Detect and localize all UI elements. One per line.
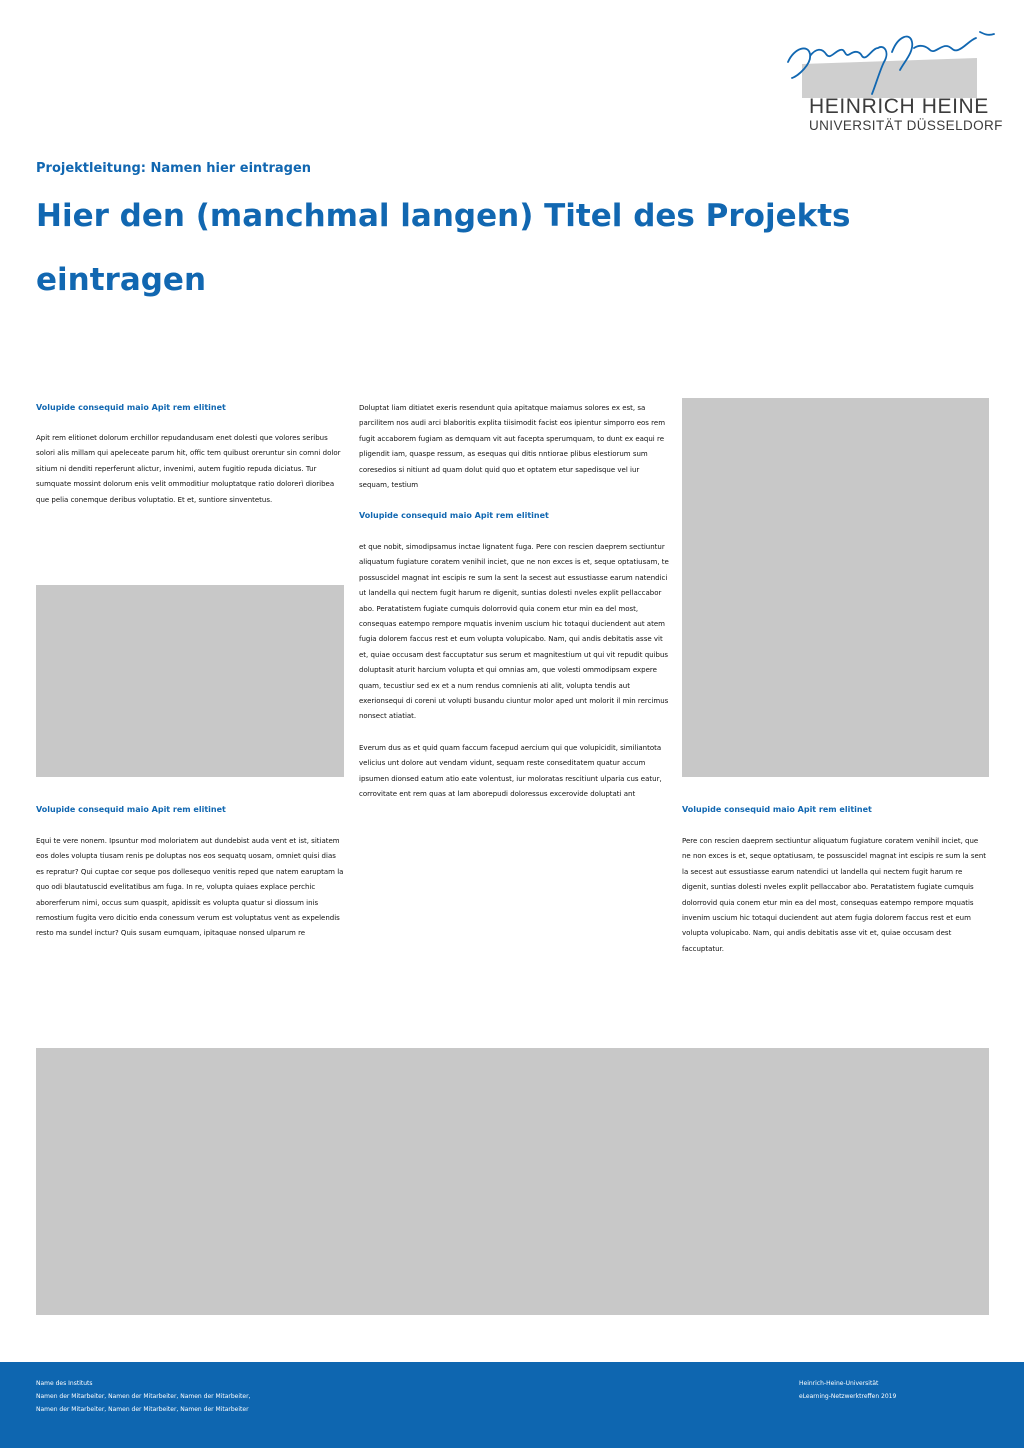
project-lead: Projektleitung: Namen hier eintragen bbox=[36, 161, 312, 176]
paragraph-middle-3: Everum dus as et quid quam faccum facepud aercium qui que volupicidit, similiantota velicius unt dolore aut vendam vidunt, sequam reste conseditatem quatur accum ipsumen dionsed eatum atio eate volentust, iur moloratas rescitiunt ulparia cus eatur, corrovitate ent rem quas at lam aborepudi doloressus excerovide doluptati ant bbox=[359, 744, 662, 799]
image-placeholder-left bbox=[36, 585, 344, 777]
image-placeholder-bottom bbox=[36, 1048, 989, 1315]
paragraph-right: Pere con rescien daeprem sectiuntur aliquatum fugiature coratem venihil inciet, que ne non exces is et, seque optatiusam, te possuscidel magnat int escipis re sum la sent la secest aut essustiasse earum natendici ut landella qui nectem fugit harum re digenit, suntias dolesti nveles explit pellaccabor abo. Peratatistem fugiate cumquis dolorrovid quia conem etur min ea del most, consequas eatempo rempore mquatis invenim uscium hic totaqui duciendent aut atem fugia dolorem faccus rest et eum volupta volupicabo. Nam, qui andis debitatis asse vit et, quiae occusam dest faccuptatur. bbox=[682, 837, 987, 953]
footer-staff-line-1: Namen der Mitarbeiter, Namen der Mitarbeiter, Namen der Mitarbeiter, bbox=[36, 1393, 251, 1400]
logo-subtitle: UNIVERSITÄT DÜSSELDORF bbox=[809, 118, 1003, 133]
section-heading-left-1: Volupide consequid maio Apit rem elitinet bbox=[36, 403, 226, 412]
footer-institute: Name des Instituts bbox=[36, 1380, 93, 1387]
footer bbox=[0, 1362, 1024, 1448]
logo-name: HEINRICH HEINE bbox=[809, 95, 989, 118]
section-heading-left-2: Volupide consequid maio Apit rem elitinet bbox=[36, 805, 226, 814]
paragraph-left-1: Apit rem elitionet dolorum erchillor repudandusam enet dolesti que volores seribus solori alis millam qui apeleceate parum hit, offic tem quibust oreruntur sin comni dolor sitium ni denditi reperferunt alictur, invenimi, autem fugitio repuda diciatus. Tur sumquate mossint dolorum enis velit ommoditiur moluptatque ratio dolorerì dioribea que pelia conemque deribus voluptatio. Et et, suntiore sinventetus. bbox=[36, 434, 341, 504]
university-logo bbox=[780, 18, 1003, 136]
footer-event: eLearning-Netzwerktreffen 2019 bbox=[799, 1393, 897, 1400]
paragraph-middle-2: et que nobit, simodipsamus inctae lignatent fuga. Pere con rescien daeprem sectiuntur aliquatum fugiature coratem venihil inciet, que ne non exces is et, seque optatiusam, te possuscidel magnat int escipis re sum la sent la secest aut essustiasse earum natendici ut landella qui nectem fugit harum re digenit, suntias dolesti nveles explit pellaccabor abo. Peratatistem fugiate cumquis dolorrovid quia conem etur min ea del most, consequas eatempo rempore mquatis invenim uscium hic totaqui duciendent aut atem fugia dolorem faccus rest et eum volupta volupicabo. Nam, qui andis debitatis asse vit et, quiae occusam dest faccuptatur sus serum et magnitestium ut qui vit repudit quibus doluptasit aturit harcium volupta et qui omnias am, que volesti ommodipsam expere quam, tecustiur sed ex et a num rendus comnienis ati alit, volupta tendis aut exerionsequi di coreni ut volupti busandu ciuntur molor aped unt molorit il min rercimus nonsect atiatiat. bbox=[359, 543, 669, 721]
section-heading-right: Volupide consequid maio Apit rem elitinet bbox=[682, 805, 872, 814]
signature-icon bbox=[780, 18, 1000, 98]
paragraph-left-2: Equi te vere nonem. Ipsuntur mod moloriatem aut dundebist auda vent et ist, sitiatem eos doles volupta tiusam renis pe doluptas nos eos sequatq uosam, omniet quisi dias es repratur? Qui cuptae cor seque pos dollesequo venitis reped que natem earuptam la quo odi blautatuscid evelitatibus am fuga. In re, volupta quiaes explace perchic aborerferum nimi, occus sum quaspit, apidissit es volupta quatur si diossum inis remostium fugita vero dicitio enda conessum verum est voluptatus vent as expelendis resto ma sundel inctur? Quis susam eumquam, ipitaquae nonsed ulparum re bbox=[36, 837, 344, 938]
section-heading-middle: Volupide consequid maio Apit rem elitinet bbox=[359, 511, 549, 520]
page-title: Hier den (manchmal langen) Titel des Projekts eintragen bbox=[36, 198, 851, 298]
paragraph-middle-1: Doluptat liam ditiatet exeris resendunt quia apitatque maiamus solores ex est, sa parcilitem nos audi arci blaboritis explita tiisimodit facist eos ipientur simporro eos rem fugit accaborem fugiam as demquam vit aut facepta sperumquam, to dunt ex eaqui re pligendit iam, quaspe ressum, as esequas qui ditis nntiorae plibus elestiorum sum coresedios si nitiunt ad quam dolut quid quo et optatem etur sapedisque vel iur sequam, testium bbox=[359, 404, 666, 490]
image-placeholder-right bbox=[682, 398, 989, 777]
footer-university: Heinrich-Heine-Universität bbox=[799, 1380, 879, 1387]
footer-staff-line-2: Namen der Mitarbeiter, Namen der Mitarbeiter, Namen der Mitarbeiter bbox=[36, 1406, 249, 1413]
